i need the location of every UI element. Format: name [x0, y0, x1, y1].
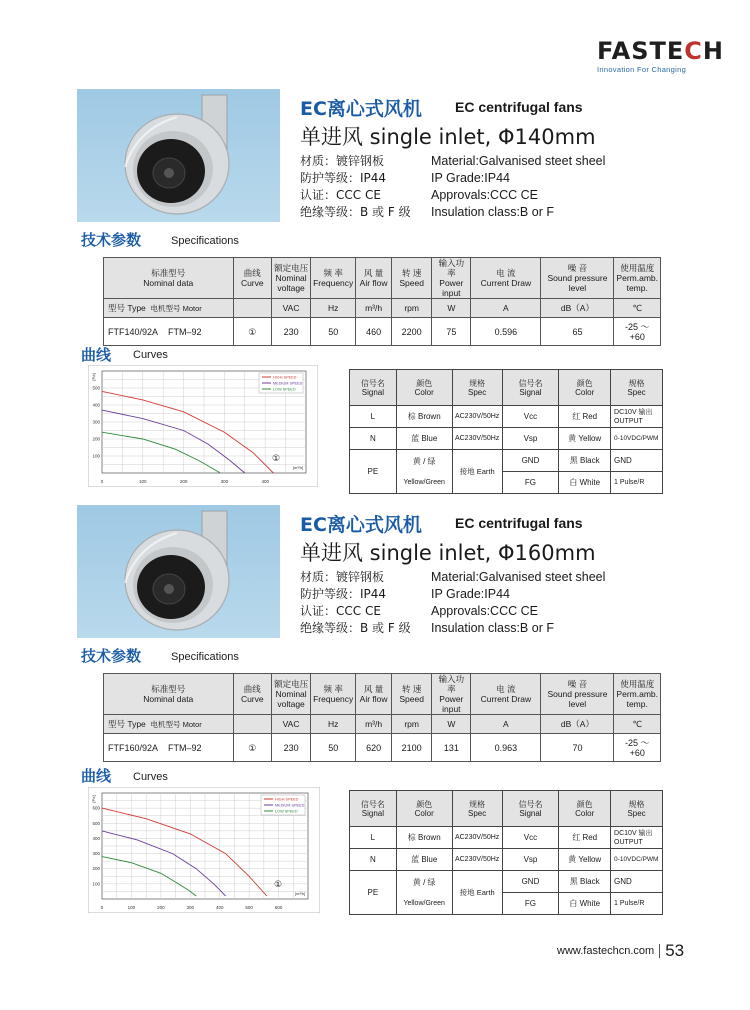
- footer-divider: [659, 944, 660, 958]
- property-ip-cn: 防护等级：IP44: [300, 171, 387, 185]
- product-title-en: EC centrifugal fans: [455, 99, 583, 115]
- property-ip-cn: 防护等级：IP44: [300, 587, 387, 601]
- x-tick-label: 300: [186, 905, 195, 910]
- legend-label: LOW SPEED: [275, 809, 298, 814]
- product-photo: [77, 505, 280, 638]
- curve-heading-en: Curves: [133, 349, 168, 361]
- property-material-en: Material:Galvanised steet sheel: [431, 154, 606, 168]
- spec-heading-en: Specifications: [171, 235, 239, 247]
- x-tick-label: 0: [100, 905, 104, 910]
- centrifugal-fan-icon: [77, 89, 280, 222]
- properties-en: [431, 569, 605, 637]
- x-tick-label: 400: [215, 905, 224, 910]
- property-approvals-cn: 认证：CCC CE: [300, 188, 381, 202]
- spec-data-row: FTF160/92A FTM–92 ① 230 50 620 2100 131 0.963 70 -25 ～ +60: [104, 734, 661, 762]
- y-tick-label: 400: [92, 835, 100, 841]
- property-insulation-en: Insulation class:B or F: [431, 621, 554, 635]
- signal-row: FG 白 White 1 Pulse/R: [350, 472, 663, 494]
- page-footer: [557, 941, 684, 961]
- y-axis-label: [Pa]: [91, 373, 96, 381]
- properties-cn: [300, 569, 411, 637]
- product-subtitle: 单进风 single inlet, Φ160mm: [300, 541, 596, 565]
- signal-row: PE 黄 / 绿 Yellow/Green 接地 Earth GND 黑 Black GND: [350, 871, 663, 893]
- footer-url: www.fastechcn.com: [557, 945, 655, 957]
- legend-label: MEDIUM SPEED: [275, 803, 305, 808]
- signal-header-row: 信号名 Signal 颜色 Color 规格 Spec 信号名 Signal 颜色 Color 规格 Spec: [350, 791, 663, 827]
- property-insulation-cn: 绝缘等级：B 或 F 级: [300, 205, 411, 219]
- y-tick-label: 500: [92, 820, 100, 826]
- x-tick-label: 600: [274, 905, 283, 910]
- spec-data-row: FTF140/92A FTM–92 ① 230 50 460 2200 75 0.596 65 -25 ～ +60: [104, 318, 661, 346]
- product-subtitle: 单进风 single inlet, Φ140mm: [300, 125, 596, 149]
- x-tick-label: 200: [179, 479, 188, 484]
- product-title-cn: EC离心式风机: [300, 98, 422, 120]
- y-tick-label: 300: [92, 419, 100, 425]
- y-tick-label: 300: [92, 851, 100, 857]
- property-material-cn: 材质：镀锌钢板: [300, 154, 385, 168]
- curve-heading-cn: 曲线: [81, 346, 112, 364]
- product-photo: [77, 89, 280, 222]
- property-approvals-en: Approvals:CCC CE: [431, 604, 538, 618]
- x-tick-label: 0: [100, 479, 104, 484]
- signal-row: L 棕 Brown AC230V/50Hz Vcc 红 Red DC10V 输出 OUTPUT: [350, 827, 663, 849]
- signal-row: N 蓝 Blue AC230V/50Hz Vsp 黄 Yellow 0-10VDC/PWM: [350, 849, 663, 871]
- y-tick-label: 100: [92, 453, 100, 459]
- property-approvals-en: Approvals:CCC CE: [431, 188, 538, 202]
- page-number: 53: [665, 941, 685, 960]
- signal-row: L 棕 Brown AC230V/50Hz Vcc 红 Red DC10V 输出 OUTPUT: [350, 406, 663, 428]
- y-tick-label: 200: [92, 866, 100, 872]
- spec-heading-cn: 技术参数: [81, 231, 142, 249]
- y-axis-label: [Pa]: [91, 795, 96, 803]
- x-tick-label: 400: [261, 479, 269, 484]
- property-insulation-en: Insulation class:B or F: [431, 205, 554, 219]
- signal-table: [349, 369, 663, 494]
- signal-row: N 蓝 Blue AC230V/50Hz Vsp 黄 Yellow 0-10VDC/PWM: [350, 428, 663, 450]
- y-tick-label: 600: [92, 805, 100, 811]
- property-insulation-cn: 绝缘等级：B 或 F 级: [300, 621, 411, 635]
- centrifugal-fan-icon: [77, 505, 280, 638]
- spec-units-row: 型号 Type 电机型号 Motor VAC Hz m³/h rpm W A dB（A） ℃: [104, 299, 661, 318]
- curve-marker: ①: [271, 454, 281, 464]
- spec-heading-en: Specifications: [171, 651, 239, 663]
- signal-row: FG 白 White 1 Pulse/R: [350, 893, 663, 915]
- legend-label: LOW SPEED: [273, 387, 296, 392]
- y-tick-label: 100: [92, 881, 100, 887]
- spec-heading-cn: 技术参数: [81, 647, 142, 665]
- curve-heading-cn: 曲线: [81, 767, 112, 785]
- spec-header-row: 标准型号 Nominal data 曲线 Curve 额定电压 Nominal voltage 频 率 Frequency 风 量 Air flow 转 速 Speed 输入功率 Power input 电 流 Current Draw 噪 音 Sound pressure level 使用温度 Perm.amb. temp.: [104, 674, 661, 715]
- x-tick-label: 200: [157, 905, 165, 910]
- spec-table: [103, 673, 661, 762]
- curve-heading-en: Curves: [133, 771, 168, 783]
- properties-cn: [300, 153, 411, 221]
- signal-table: [349, 790, 663, 915]
- curve-marker: ①: [273, 880, 283, 890]
- spec-header-row: 标准型号 Nominal data 曲线 Curve 额定电压 Nominal voltage 频 率 Frequency 风 量 Air flow 转 速 Speed 输入功率 Power input 电 流 Current Draw 噪 音 Sound pressure level 使用温度 Perm.amb. temp.: [104, 258, 661, 299]
- properties-en: [431, 153, 605, 221]
- property-approvals-cn: 认证：CCC CE: [300, 604, 381, 618]
- legend-label: HIGH SPEED: [273, 375, 297, 380]
- legend-label: MEDIUM SPEED: [273, 381, 303, 386]
- x-axis-label: [m³/h]: [294, 891, 306, 896]
- x-tick-label: 100: [139, 479, 147, 484]
- spec-units-row: 型号 Type 电机型号 Motor VAC Hz m³/h rpm W A dB（A） ℃: [104, 715, 661, 734]
- performance-chart: [88, 787, 320, 913]
- property-ip-en: IP Grade:IP44: [431, 171, 510, 185]
- signal-header-row: 信号名 Signal 颜色 Color 规格 Spec 信号名 Signal 颜色 Color 规格 Spec: [350, 370, 663, 406]
- legend-label: HIGH SPEED: [275, 797, 299, 802]
- signal-row: PE 黄 / 绿 Yellow/Green 接地 Earth GND 黑 Black GND: [350, 450, 663, 472]
- property-ip-en: IP Grade:IP44: [431, 587, 510, 601]
- property-material-en: Material:Galvanised steet sheel: [431, 570, 606, 584]
- y-tick-label: 500: [92, 385, 100, 391]
- y-tick-label: 200: [92, 436, 100, 442]
- x-tick-label: 100: [127, 905, 136, 910]
- x-tick-label: 500: [245, 905, 253, 910]
- x-tick-label: 300: [220, 479, 229, 484]
- logo-tagline: Innovation For Changing: [597, 65, 687, 74]
- property-material-cn: 材质：镀锌钢板: [300, 570, 385, 584]
- brand-logo: [597, 37, 724, 74]
- product-title-cn: EC离心式风机: [300, 514, 422, 536]
- performance-chart: [88, 365, 318, 487]
- x-axis-label: [m³/h]: [292, 465, 304, 470]
- logo-wordmark: FASTECH: [597, 37, 724, 65]
- y-tick-label: 400: [92, 402, 100, 408]
- product-title-en: EC centrifugal fans: [455, 515, 583, 531]
- spec-table: [103, 257, 661, 346]
